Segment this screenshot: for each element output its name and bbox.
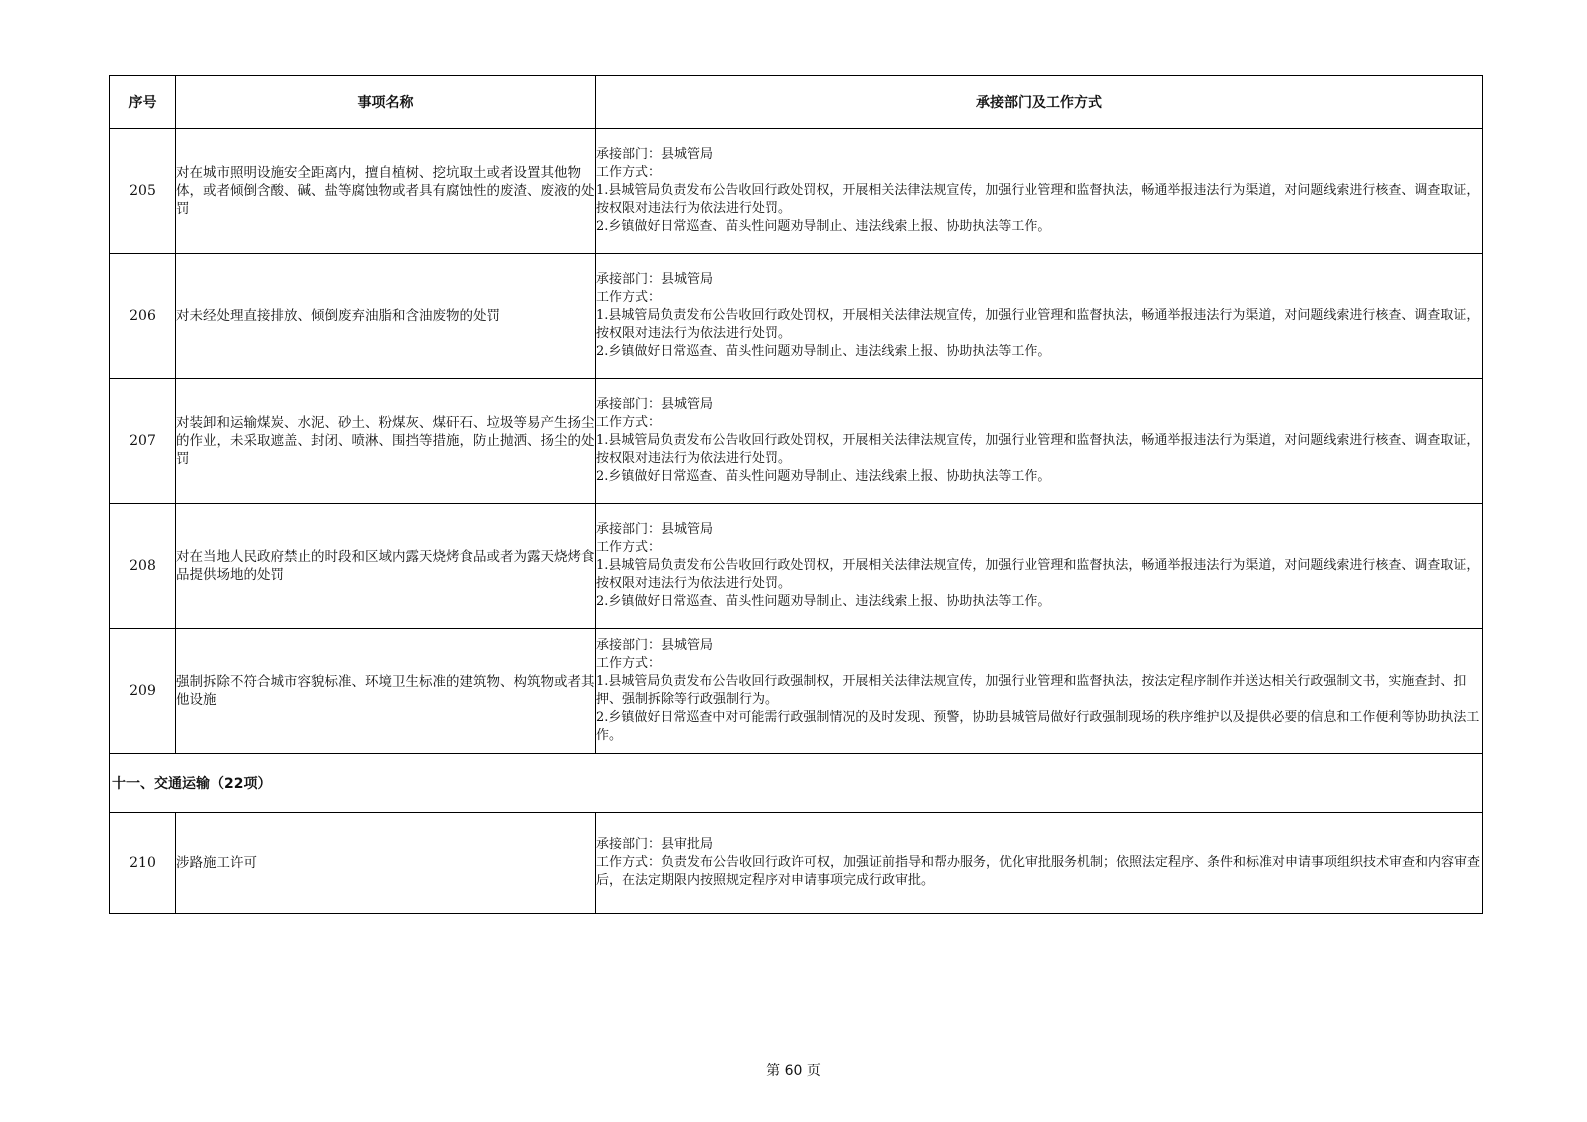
table-row <box>110 129 1483 254</box>
method-step-1: 1.县城管局负责发布公告收回行政处罚权，开展相关法律法规宣传，加强行业管理和监督执法，畅通举报违法行为渠道，对问题线索进行核查、调查取证，按权限对违法行为依法进行处罚。 <box>596 558 1480 591</box>
table-row <box>110 504 1483 629</box>
method-step-1: 1.县城管局负责发布公告收回行政处罚权，开展相关法律法规宣传，加强行业管理和监督执法，畅通举报违法行为渠道，对问题线索进行核查、调查取证，按权限对违法行为依法进行处罚。 <box>596 183 1480 216</box>
header-name: 事项名称 <box>176 76 596 129</box>
table-row <box>110 629 1483 754</box>
item-name: 对装卸和运输煤炭、水泥、砂土、粉煤灰、煤矸石、垃圾等易产生扬尘的作业，未采取遮盖、封闭、喷淋、围挡等措施，防止抛洒、扬尘的处罚 <box>176 379 596 504</box>
items-table <box>109 75 1483 914</box>
row-number: 207 <box>110 379 176 504</box>
dept-method <box>596 254 1483 379</box>
method-step-1: 1.县城管局负责发布公告收回行政强制权，开展相关法律法规宣传，加强行业管理和监督执法，按法定程序制作并送达相关行政强制文书，实施查封、扣押、强制拆除等行政强制行为。 <box>596 674 1467 707</box>
header-dept: 承接部门及工作方式 <box>596 76 1483 129</box>
dept-method <box>596 629 1483 754</box>
section-title: 十一、交通运输（22项） <box>110 754 1483 813</box>
item-name: 涉路施工许可 <box>176 813 596 914</box>
dept-line: 承接部门：县审批局 <box>596 837 714 852</box>
method-label: 工作方式： <box>596 415 662 430</box>
table-row <box>110 813 1483 914</box>
method-step-2: 2.乡镇做好日常巡查、苗头性问题劝导制止、违法线索上报、协助执法等工作。 <box>596 219 1051 234</box>
method-text: 工作方式：负责发布公告收回行政许可权，加强证前指导和帮办服务，优化审批服务机制；依照法定程序、条件和标准对申请事项组织技术审查和内容审查后，在法定期限内按照规定程序对申请事项完成行政审批。 <box>596 855 1481 888</box>
header-num: 序号 <box>110 76 176 129</box>
method-step-2: 2.乡镇做好日常巡查、苗头性问题劝导制止、违法线索上报、协助执法等工作。 <box>596 594 1051 609</box>
dept-method <box>596 504 1483 629</box>
dept-line: 承接部门：县城管局 <box>596 272 714 287</box>
method-label: 工作方式： <box>596 290 662 305</box>
item-name: 对未经处理直接排放、倾倒废弃油脂和含油废物的处罚 <box>176 254 596 379</box>
row-number: 208 <box>110 504 176 629</box>
dept-line: 承接部门：县城管局 <box>596 147 714 162</box>
dept-method <box>596 129 1483 254</box>
page-number: 第 60 页 <box>766 1063 821 1079</box>
item-name: 强制拆除不符合城市容貌标准、环境卫生标准的建筑物、构筑物或者其他设施 <box>176 629 596 754</box>
dept-line: 承接部门：县城管局 <box>596 522 714 537</box>
row-number: 205 <box>110 129 176 254</box>
method-label: 工作方式： <box>596 656 662 671</box>
dept-line: 承接部门：县城管局 <box>596 638 714 653</box>
row-number: 210 <box>110 813 176 914</box>
method-step-2: 2.乡镇做好日常巡查、苗头性问题劝导制止、违法线索上报、协助执法等工作。 <box>596 469 1051 484</box>
method-label: 工作方式： <box>596 540 662 555</box>
method-step-2: 2.乡镇做好日常巡查中对可能需行政强制情况的及时发现、预警，协助县城管局做好行政强制现场的秩序维护以及提供必要的信息和工作便利等协助执法工作。 <box>596 710 1480 743</box>
method-step-2: 2.乡镇做好日常巡查、苗头性问题劝导制止、违法线索上报、协助执法等工作。 <box>596 344 1051 359</box>
section-row <box>110 754 1483 813</box>
table-row <box>110 254 1483 379</box>
row-number: 209 <box>110 629 176 754</box>
method-step-1: 1.县城管局负责发布公告收回行政处罚权，开展相关法律法规宣传，加强行业管理和监督执法，畅通举报违法行为渠道，对问题线索进行核查、调查取证，按权限对违法行为依法进行处罚。 <box>596 433 1480 466</box>
header-row <box>110 76 1483 129</box>
method-step-1: 1.县城管局负责发布公告收回行政处罚权，开展相关法律法规宣传，加强行业管理和监督执法，畅通举报违法行为渠道，对问题线索进行核查、调查取证，按权限对违法行为依法进行处罚。 <box>596 308 1480 341</box>
item-name: 对在当地人民政府禁止的时段和区域内露天烧烤食品或者为露天烧烤食品提供场地的处罚 <box>176 504 596 629</box>
row-number: 206 <box>110 254 176 379</box>
method-label: 工作方式： <box>596 165 662 180</box>
dept-method <box>596 379 1483 504</box>
item-name: 对在城市照明设施安全距离内，擅自植树、挖坑取土或者设置其他物体，或者倾倒含酸、碱、盐等腐蚀物或者具有腐蚀性的废渣、废液的处罚 <box>176 129 596 254</box>
table-row <box>110 379 1483 504</box>
dept-line: 承接部门：县城管局 <box>596 397 714 412</box>
dept-method <box>596 813 1483 914</box>
